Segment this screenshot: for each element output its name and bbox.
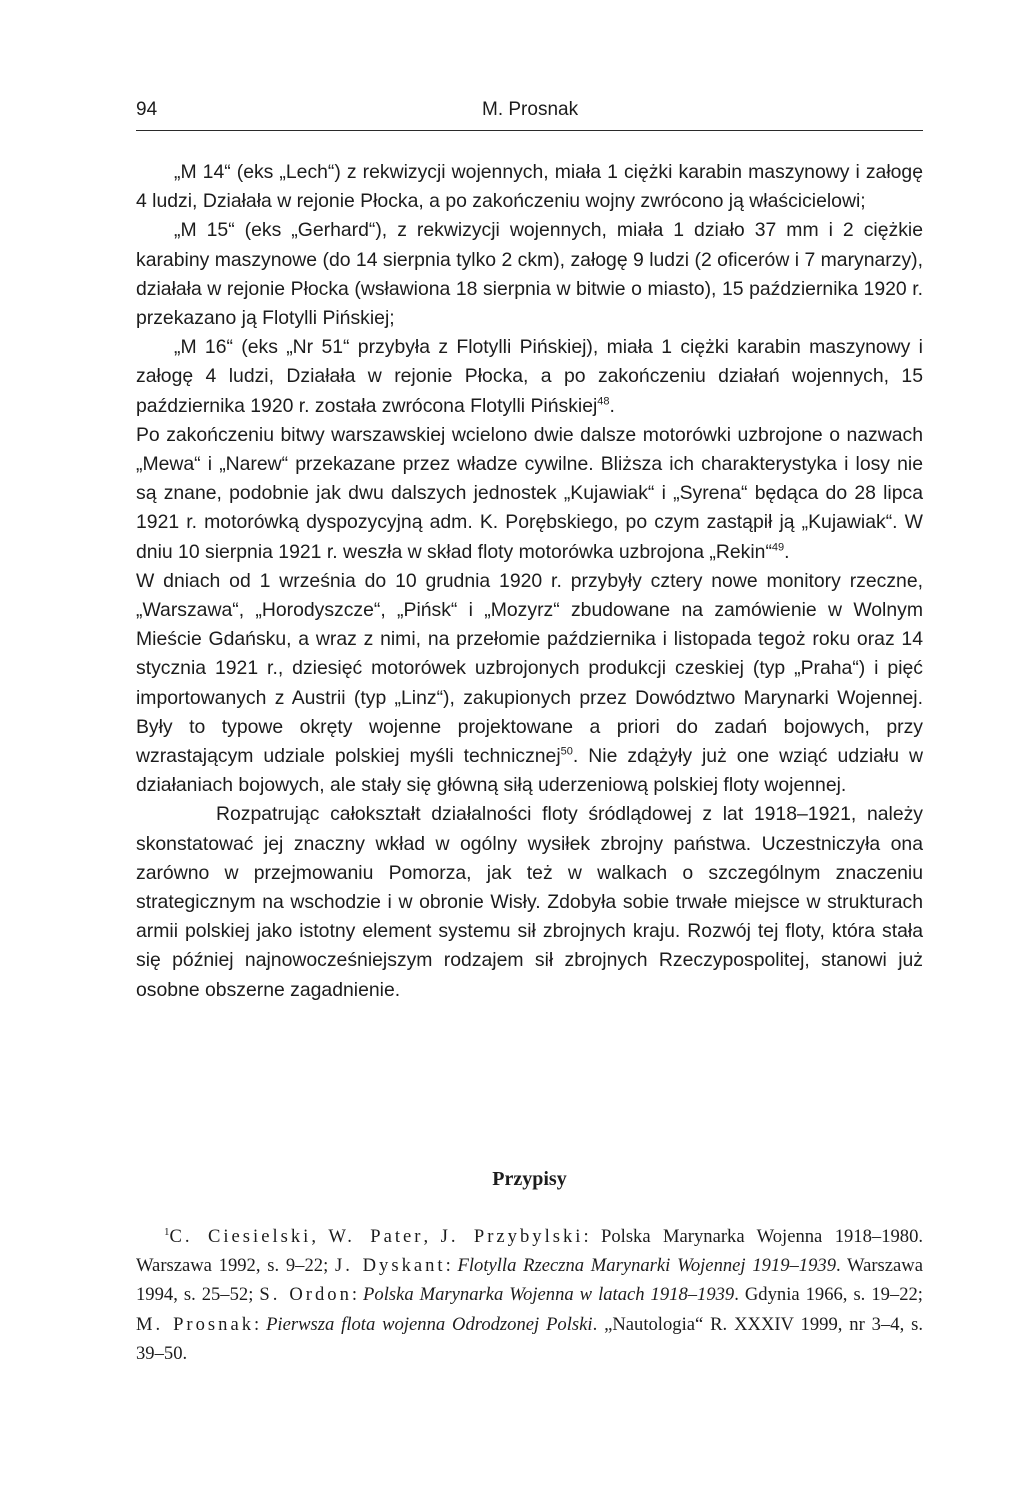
footnote-ref-49: 49	[771, 541, 785, 554]
paragraph-m16-end: .	[609, 394, 615, 417]
paragraph-motorboats-text: Po zakończeniu bitwy warszawskiej wcielono dwie dalsze motorówki uzbrojone o nazwach „Mewa“ i „Narew“ przekazane przez władze cywilne. Bliższa ich charakterystyka i losy nie są znane, podobnie jak dwu dalszych jednostek „Kujawiak“ i „Syrena“ będąca do 28 lipca 1921 r. motorówką dyspozycyjną adm. K. Porębskiego, po czym zastąpił ją „Kujawiak“. W dniu 10 sierpnia 1921 r. weszła w skład floty motorówka uzbrojona „Rekin“	[136, 423, 923, 563]
footnote-text: :	[254, 1313, 267, 1335]
paragraph-monitors-end: . Nie zdążyły już one wziąć udziału w działaniach bojowych, ale stały się główną siłą uderzeniową polskiej floty wojennej.	[136, 745, 923, 797]
footnote-number: 1	[164, 1225, 170, 1238]
paragraph-m16	[136, 333, 923, 421]
body-text	[136, 158, 923, 1005]
footnote-text: : Polska Marynarka Wojenna 1918–1980. Warszawa 1992, s. 9–22;	[136, 1226, 924, 1277]
running-head: M. Prosnak	[482, 99, 579, 120]
paragraph-monitors-text: W dniach od 1 września do 10 grudnia 1920 r. przybyły cztery nowe monitory rzeczne, „Warszawa“, „Horodyszcze“, „Pińsk“ i „Mozyrz“ zbudowane na zamówienie w Wolnym Mieście Gdańsku, a wraz z nimi, na przełomie października i listopada tegoż roku oraz 14 stycznia 1921 r., dziesięć motorówek uzbrojonych produkcji czeskiej (typ „Praha“) i pięć importowanych z Austrii (typ „Linz“), zakupionych przez Dowództwo Marynarki Wojennej. Były to typowe okręty wojenne projektowane a priori do zadań bojowych, przy wzrastającym udziale polskiej myśli technicznej	[136, 569, 923, 768]
footnote-title: Pierwsza flota wojenna Odrodzonej Polski	[266, 1313, 593, 1335]
footnote-author: J. Przybylski	[440, 1226, 584, 1247]
footnote-title: Polska Marynarka Wojenna w latach 1918–1939	[363, 1284, 735, 1306]
paragraph-m14: „M 14“ (eks „Lech“) z rekwizycji wojennych, miała 1 ciężki karabin maszynowy i załogę 4 ludzi, Działała w rejonie Płocka, a po zakończeniu wojny zwrócono ją właścicielowi;	[136, 161, 923, 213]
footnote-separator: ,	[311, 1226, 329, 1247]
paragraph-m15: „M 15“ (eks „Gerhard“), z rekwizycji wojennych, miała 1 działo 37 mm i 2 ciężkie karabiny maszynowe (do 14 sierpnia tylko 2 ckm), załogę 9 ludzi (2 oficerów i 7 marynarzy), działała w rejonie Płocka (wsławiona 18 sierpnia w bitwie o miasto), 15 października 1920 r. przekazano ją Flotylli Pińskiej;	[136, 219, 923, 330]
footnote-author: S. Ordon	[259, 1284, 352, 1306]
page-header	[136, 99, 923, 129]
footnotes-heading: Przypisy	[492, 1168, 567, 1190]
paragraph-motorboats	[136, 421, 923, 567]
footnote-ref-50: 50	[560, 745, 573, 758]
footnote-author: C. Ciesielski	[169, 1226, 312, 1247]
footnote-text: . „Nautologia“ R. XXXIV 1999, nr 3–4, s. 39–50.	[136, 1313, 923, 1364]
footnote-text: . Gdynia 1966, s. 19–22;	[734, 1284, 923, 1306]
page-number: 94	[136, 99, 158, 120]
footnote-ref-48: 48	[597, 395, 610, 408]
footnote-title: Flotylla Rzeczna Marynarki Wojennej 1919–1939	[457, 1255, 836, 1277]
header-rule	[136, 130, 923, 131]
footnote-author: M. Prosnak	[136, 1313, 254, 1335]
footnote-separator: ,	[423, 1226, 441, 1247]
paragraph-motorboats-end: .	[784, 540, 790, 563]
footnote-text: :	[351, 1284, 364, 1306]
paragraph-conclusion: Rozpatrując całokształt działalności floty śródlądowej z lat 1918–1921, należy skonstatować jej znaczny wkład w ogólny wysiłek zbrojny państwa. Uczestniczyła ona zarówno w przejmowaniu Pomorza, jak też w walkach o szczególnym znaczeniu strategicznym na wschodzie i w obronie Wisły. Zdobyła sobie trwałe miejsce w strukturach armii polskiej jako istotny element systemu sił zbrojnych kraju. Rozwój tej floty, która stała się później najnowocześniejszym rodzajem sił zbrojnych Rzeczypospolitej, stanowi już osobne obszerne zagadnienie.	[136, 803, 923, 1001]
paragraph-m16-text: „M 16“ (eks „Nr 51“ przybyła z Flotylli Pińskiej), miała 1 ciężki karabin maszynowy i załogę 4 ludzi, Działała w rejonie Płocka, a po zakończeniu działań wojennych, 15 października 1920 r. została zwrócona Flotylli Pińskiej	[136, 336, 923, 417]
footnote-author: J. Dyskant	[334, 1255, 446, 1277]
paragraph-monitors	[136, 567, 923, 801]
footnote-1	[136, 1222, 923, 1368]
footnote-text: . Warszawa 1994, s. 25–52;	[136, 1255, 923, 1306]
footnotes-section	[136, 1222, 923, 1368]
footnote-text: :	[445, 1255, 458, 1277]
footnote-author: W. Pater	[328, 1226, 424, 1247]
